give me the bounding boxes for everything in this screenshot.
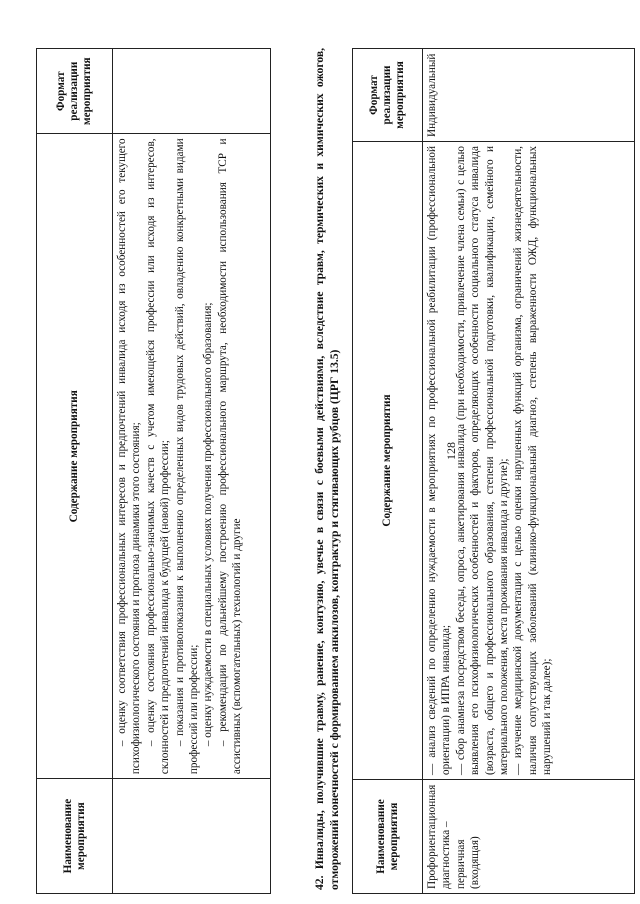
content-item: — анализ сведений по определению нуждаемости в мероприятиях по профессиональной реабилитации (профессиональной ориентации) в ИПРА инвалида; [426,146,453,775]
header-content: Содержание мероприятия [353,142,423,780]
page-number: 128 [444,442,458,460]
cell-format: Индивидуальный [423,49,635,142]
content-item: – оценку нуждаемости в специальных условиях получения профессионального образования; [202,302,215,747]
content-item: – рекомендации по дальнейшему построению профессионального маршрута, необходимости использования ТСР и ассистивных (вспомогательных) технологий и другие [216,138,244,775]
content-item: — изучение медицинской документации с целью оценки нарушенных функций организма, ограничений жизнедеятельности, наличия сопутствующих заболеваний (клинико-функциональный диагноз, степень выраженности ОЖД, функциональных нарушений и так далее); [512,146,554,775]
header-format: Формат реализации мероприятия [37,49,113,134]
table-continued [36,48,271,894]
section-heading: 42. Инвалиды, получившие травму, ранение, контузию, увечье в связи с боевыми действиями, вследствие травм, термических и химических ожогов, отморожений конечностей с формированием анкилозов, контрактур и стягивающих рубцов (ЦРГ 13.5) [313,48,341,890]
table-section-42 [352,48,635,894]
header-name: Наименование мероприятия [353,780,423,894]
content-item: – показания и противопоказания к выполнению определенных видов трудовых действий, овладению конкретными видами профессий или профессии; [173,138,201,775]
cell-content [113,134,271,779]
content-item: – оценку соответствия профессиональных интересов и предпочтений инвалида исходя из особенностей его текущего психофизиологического состояния и прогноза динамики этого состояния; [116,138,143,775]
content-item: — сбор анамнеза посредством беседы, опроса, анкетирования инвалида (при необходимости, привлечение члена семьи) с целью выявления его психофизиологических особенностей и факторов, определяющих особенности социального статуса инвалида (возраста, общего и профессионального образования, степени профессиональной подготовки, квалификации, семейного и материального положения, места проживания инвалида и другие); [454,146,511,775]
cell-name [113,779,271,894]
cell-content [423,142,635,780]
header-format: Формат реализации мероприятия [353,49,423,142]
header-content: Содержание мероприятия [37,134,113,779]
content-item: – оценку состояния профессионально-значимых качеств с учетом имеющейся профессии или исходя из интересов, склонностей и предпочтений инвалида к будущей (новой) профессии; [144,138,172,775]
cell-format [113,49,271,134]
cell-name: Профориентационная диагностика – первичная (входящая) [423,780,635,894]
header-name: Наименование мероприятия [37,779,113,894]
